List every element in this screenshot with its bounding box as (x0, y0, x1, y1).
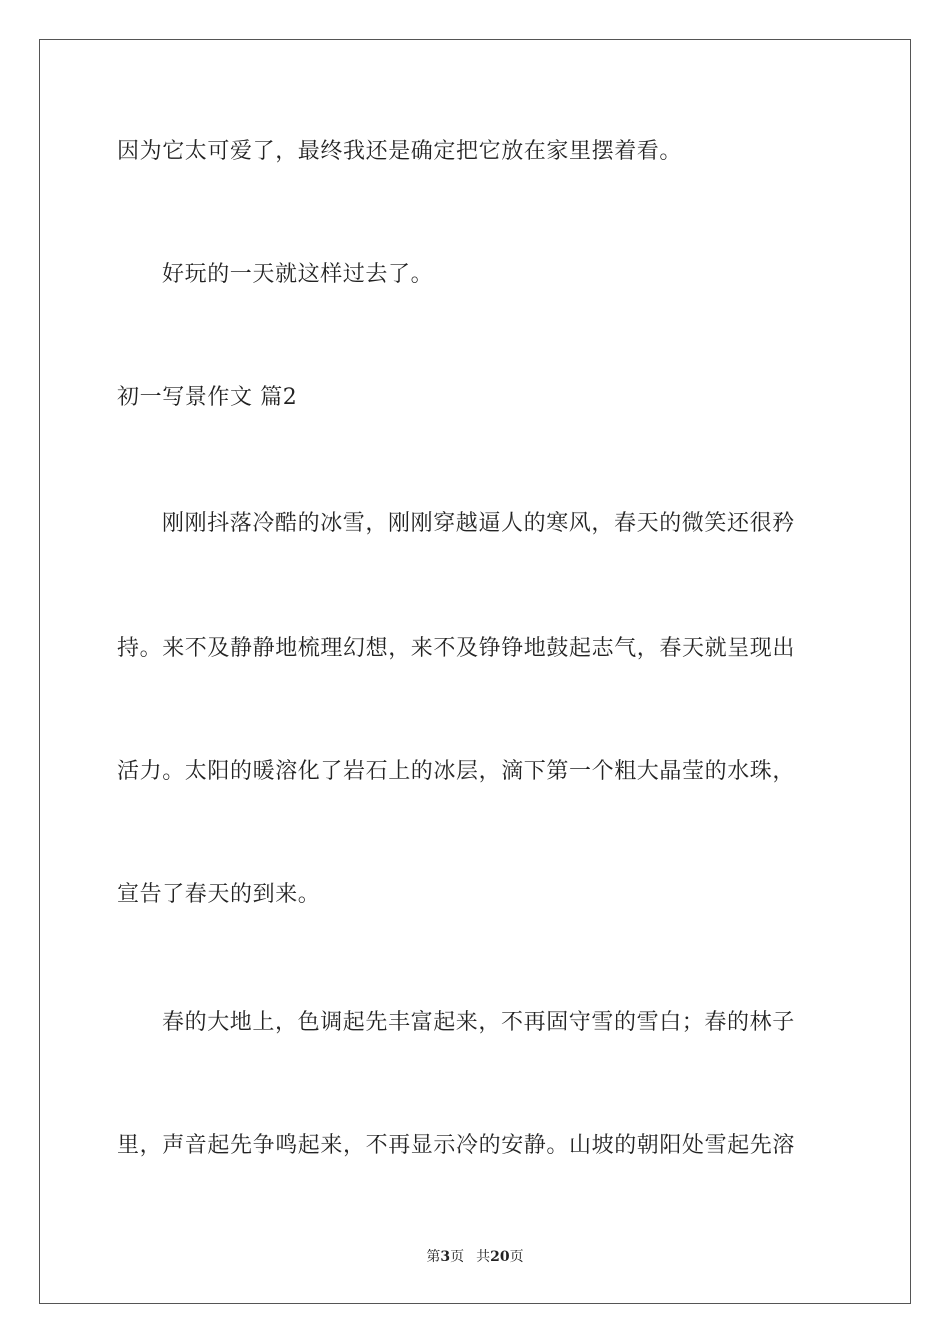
paragraph-line: 里，声音起先争鸣起来，不再显示冷的安静。山坡的朝阳处雪起先溶 (117, 1133, 796, 1158)
paragraph-line: 好玩的一天就这样过去了。 (162, 262, 434, 287)
paragraph-line: 春的大地上，色调起先丰富起来，不再固守雪的雪白；春的林子 (162, 1010, 795, 1035)
paragraph-line: 因为它太可爱了，最终我还是确定把它放在家里摆着看。 (117, 139, 683, 164)
paragraph-line: 刚刚抖落冷酷的冰雪，刚刚穿越逼人的寒风，春天的微笑还很矜 (162, 511, 795, 536)
section-heading: 初一写景作文 篇2 (117, 385, 298, 410)
page-number: 3 (440, 1249, 451, 1265)
total-suffix: 页 (509, 1249, 524, 1265)
page-border (39, 39, 911, 1304)
paragraph-line: 持。来不及静静地梳理幻想，来不及铮铮地鼓起志气，春天就呈现出 (117, 636, 796, 661)
total-pages: 20 (490, 1249, 510, 1265)
page-suffix: 页 (450, 1249, 465, 1265)
page-footer (0, 1247, 950, 1267)
paragraph-line: 活力。太阳的暖溶化了岩石上的冰层，滴下第一个粗大晶莹的水珠， (117, 759, 796, 784)
paragraph-line: 宣告了春天的到来。 (117, 882, 321, 907)
total-prefix: 共 (476, 1249, 491, 1265)
page-prefix: 第 (426, 1249, 441, 1265)
